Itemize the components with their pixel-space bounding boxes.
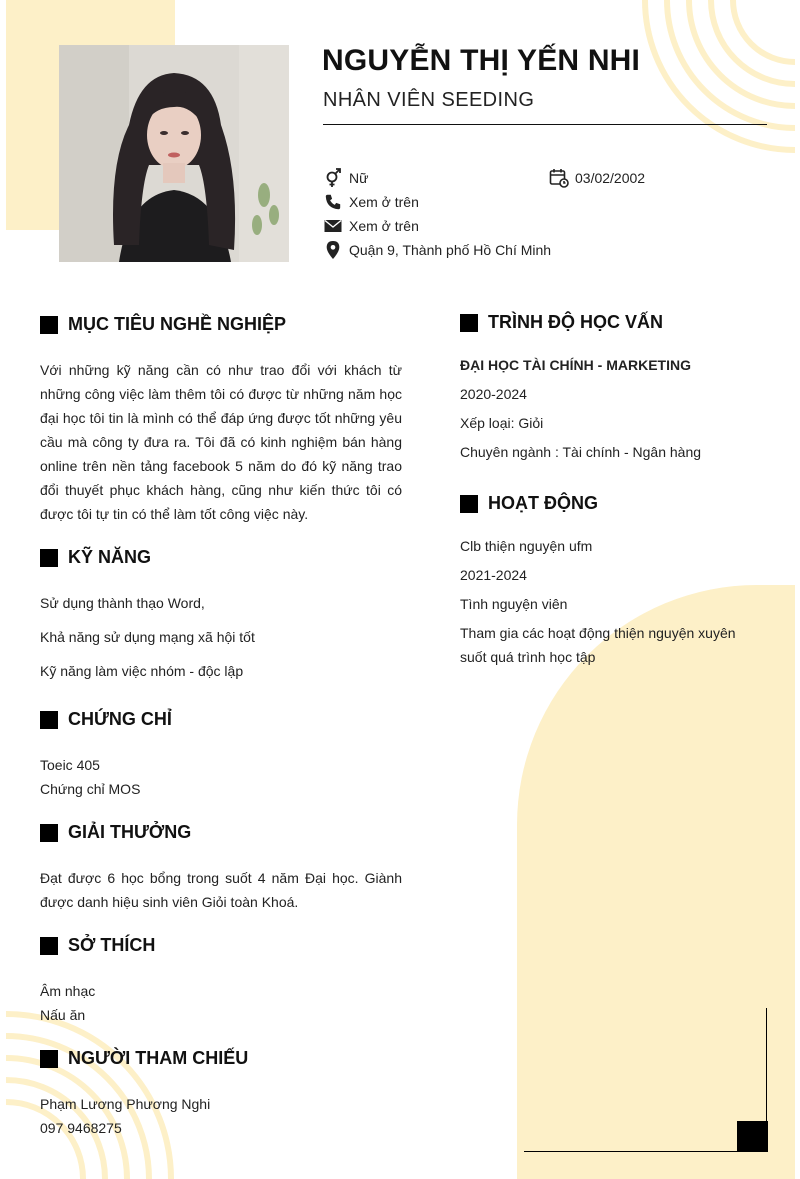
activity-period: 2021-2024 xyxy=(460,567,527,583)
section-heading-certificates: CHỨNG CHỈ xyxy=(40,709,172,730)
info-phone xyxy=(323,192,419,212)
skill-item: Kỹ năng làm việc nhóm - độc lập xyxy=(40,663,244,679)
certificate-item: Toeic 405 xyxy=(40,757,100,773)
gender-text: Nữ xyxy=(349,170,369,186)
heading-marker xyxy=(40,711,58,729)
section-heading-references: NGƯỜI THAM CHIẾU xyxy=(40,1048,248,1069)
phone-text: Xem ở trên xyxy=(349,194,419,210)
reference-phone: 097 9468275 xyxy=(40,1120,122,1136)
candidate-name: NGUYỄN THỊ YẾN NHI xyxy=(322,44,641,77)
envelope-icon xyxy=(323,216,343,236)
heading-marker xyxy=(40,549,58,567)
gender-icon xyxy=(323,168,343,188)
hobby-item: Âm nhạc xyxy=(40,983,96,999)
heading-marker xyxy=(460,495,478,513)
education-major: Chuyên ngành : Tài chính - Ngân hàng xyxy=(460,444,702,460)
awards-text: Đạt được 6 học bổng trong suốt 4 năm Đại học. Giành được danh hiệu sinh viên Giỏi toàn Khoá. xyxy=(40,870,402,910)
section-heading-hobbies: SỞ THÍCH xyxy=(40,935,155,956)
heading-marker xyxy=(40,316,58,334)
birthdate-text: 03/02/2002 xyxy=(575,170,646,186)
skill-item: Khả năng sử dụng mạng xã hội tốt xyxy=(40,629,255,645)
education-school: ĐẠI HỌC TÀI CHÍNH - MARKETING xyxy=(460,357,691,373)
info-birthdate xyxy=(549,168,645,188)
info-address xyxy=(323,240,551,260)
heading-marker xyxy=(460,314,478,332)
info-gender xyxy=(323,168,368,188)
decor-arcs-bottom-left xyxy=(6,990,176,1179)
activity-org: Clb thiện nguyện ufm xyxy=(460,538,593,554)
heading-marker xyxy=(40,824,58,842)
profile-photo xyxy=(59,45,289,262)
section-heading-skills: KỸ NĂNG xyxy=(40,547,151,568)
calendar-icon xyxy=(549,168,569,188)
objective-text: Với những kỹ năng cần có như trao đổi với khách từ những công việc làm thêm tôi có được từ những năm học đại học tôi tin là mình có thể đáp ứng được tốt những yêu cầu mà công ty đưa ra. Tôi đã có kinh nghiệm bán hàng online trên nền tảng facebook 5 năm do đó kỹ năng trao đổi thuyết phục khách hàng, cũng như kiến thức tôi có được tôi tự tin có thể làm tốt công việc này. xyxy=(40,362,402,522)
activity-description: Tham gia các hoạt động thiện nguyện xuyên suốt quá trình học tập xyxy=(460,625,736,665)
info-email xyxy=(323,216,419,236)
heading-marker xyxy=(40,937,58,955)
location-pin-icon xyxy=(323,240,343,260)
section-heading-education: TRÌNH ĐỘ HỌC VẤN xyxy=(460,312,663,333)
section-heading-awards: GIẢI THƯỞNG xyxy=(40,822,191,843)
reference-name: Phạm Lương Phương Nghi xyxy=(40,1096,211,1112)
frame-line-horizontal xyxy=(524,1151,767,1152)
phone-icon xyxy=(323,192,343,212)
education-period: 2020-2024 xyxy=(460,386,527,402)
hobby-item: Nấu ăn xyxy=(40,1007,86,1023)
section-heading-activities: HOẠT ĐỘNG xyxy=(460,493,598,514)
education-grade: Xếp loại: Giỏi xyxy=(460,415,544,431)
frame-corner-square xyxy=(737,1121,768,1152)
title-divider xyxy=(323,124,767,125)
decor-arcs-top-right xyxy=(632,0,795,160)
certificate-item: Chứng chỉ MOS xyxy=(40,781,141,797)
heading-marker xyxy=(40,1050,58,1068)
activity-position: Tình nguyện viên xyxy=(460,596,568,612)
email-text: Xem ở trên xyxy=(349,218,419,234)
address-text: Quận 9, Thành phố Hồ Chí Minh xyxy=(349,242,552,258)
decor-arch-bottom-right xyxy=(517,585,795,1179)
candidate-role: NHÂN VIÊN SEEDING xyxy=(323,89,535,111)
skill-item: Sử dụng thành thạo Word, xyxy=(40,595,205,611)
section-heading-objective: MỤC TIÊU NGHỀ NGHIỆP xyxy=(40,314,286,335)
